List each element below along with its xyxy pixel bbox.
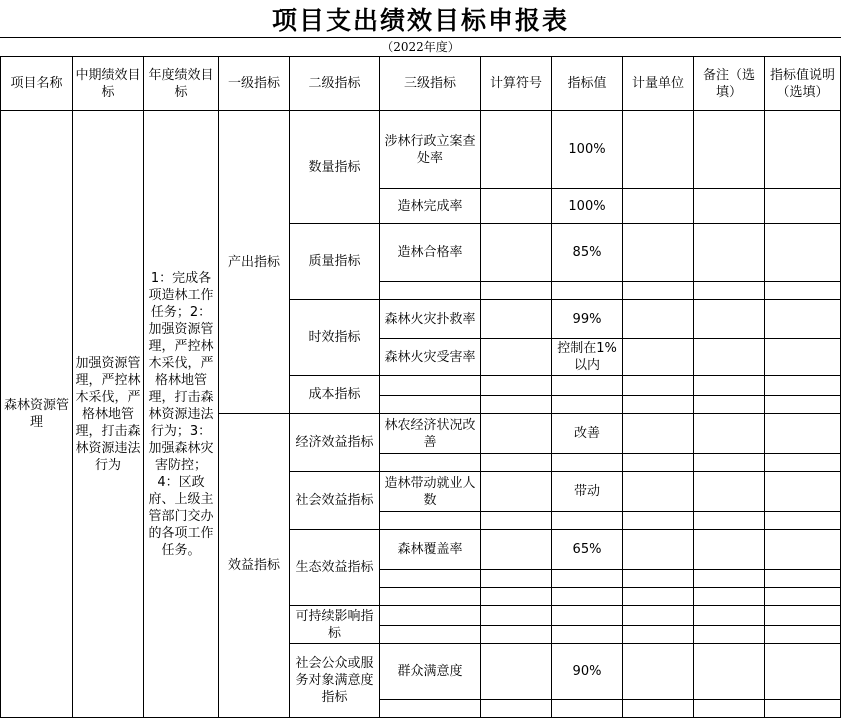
target-value-cell	[552, 570, 623, 588]
target-note-cell	[765, 189, 841, 224]
target-value-cell: 改善	[552, 414, 623, 454]
unit-cell	[623, 570, 694, 588]
target-note-cell	[765, 111, 841, 189]
level2-cost: 成本指标	[290, 376, 380, 414]
calc-symbol-cell	[481, 282, 552, 300]
indicator-name: 森林火灾扑救率	[380, 300, 481, 339]
unit-cell	[623, 454, 694, 472]
remark-cell	[694, 472, 765, 512]
indicator-name	[380, 626, 481, 644]
indicator-name	[380, 376, 481, 396]
target-value-cell	[552, 512, 623, 530]
indicator-name: 森林火灾受害率	[380, 339, 481, 376]
calc-symbol-cell	[481, 588, 552, 606]
target-value-cell	[552, 282, 623, 300]
level1-output: 产出指标	[219, 111, 290, 414]
header-row	[1, 57, 841, 111]
level1-benefit: 效益指标	[219, 414, 290, 718]
target-value-cell	[552, 606, 623, 626]
remark-cell	[694, 414, 765, 454]
indicator-name: 涉林行政立案查处率	[380, 111, 481, 189]
target-value-cell	[552, 626, 623, 644]
remark-cell	[694, 530, 765, 570]
indicator-name	[380, 570, 481, 588]
calc-symbol-cell	[481, 376, 552, 396]
target-value-cell	[552, 396, 623, 414]
calc-symbol-cell	[481, 570, 552, 588]
calc-symbol-cell	[481, 414, 552, 454]
indicator-name	[380, 512, 481, 530]
target-value-cell: 控制在1%以内	[552, 339, 623, 376]
unit-cell	[623, 414, 694, 454]
target-note-cell	[765, 376, 841, 396]
remark-cell	[694, 606, 765, 626]
indicator-name	[380, 454, 481, 472]
remark-cell	[694, 626, 765, 644]
calc-symbol-cell	[481, 530, 552, 570]
indicator-name	[380, 282, 481, 300]
target-note-cell	[765, 626, 841, 644]
header-project-name: 项目名称	[1, 57, 73, 111]
target-note-cell	[765, 700, 841, 718]
indicator-name	[380, 588, 481, 606]
target-note-cell	[765, 224, 841, 282]
calc-symbol-cell	[481, 339, 552, 376]
unit-cell	[623, 396, 694, 414]
remark-cell	[694, 189, 765, 224]
calc-symbol-cell	[481, 626, 552, 644]
unit-cell	[623, 606, 694, 626]
calc-symbol-cell	[481, 606, 552, 626]
target-value-cell: 85%	[552, 224, 623, 282]
remark-cell	[694, 644, 765, 700]
calc-symbol-cell	[481, 300, 552, 339]
calc-symbol-cell	[481, 396, 552, 414]
header-target-note: 指标值说明（选填）	[765, 57, 841, 111]
remark-cell	[694, 339, 765, 376]
target-value-cell: 带动	[552, 472, 623, 512]
remark-cell	[694, 588, 765, 606]
calc-symbol-cell	[481, 644, 552, 700]
remark-cell	[694, 224, 765, 282]
level2-quality: 质量指标	[290, 224, 380, 300]
level2-quantity: 数量指标	[290, 111, 380, 224]
annual-goal-cell	[144, 111, 219, 718]
calc-symbol-cell	[481, 189, 552, 224]
target-note-cell	[765, 454, 841, 472]
annual-goal-text: 1：完成各项造林工作任务；2：加强资源管理，严控林木采伐，严格林地管理，打击森林资源违法行为；3：加强森林灾害防控；4：区政府、上级主管部门交办的各项工作任务。	[148, 270, 214, 558]
calc-symbol-cell	[481, 512, 552, 530]
unit-cell	[623, 512, 694, 530]
target-note-cell	[765, 300, 841, 339]
mid-term-goal-cell: 加强资源管理，严控林木采伐，严格林地管理，打击森林资源违法行为	[73, 111, 144, 718]
indicator-name	[380, 700, 481, 718]
target-note-cell	[765, 472, 841, 512]
unit-cell	[623, 588, 694, 606]
remark-cell	[694, 111, 765, 189]
target-value-cell: 100%	[552, 189, 623, 224]
remark-cell	[694, 376, 765, 396]
target-value-cell	[552, 376, 623, 396]
unit-cell	[623, 644, 694, 700]
performance-target-table	[0, 56, 841, 718]
level2-sustainable: 可持续影响指标	[290, 606, 380, 644]
level2-timeliness: 时效指标	[290, 300, 380, 376]
unit-cell	[623, 626, 694, 644]
target-note-cell	[765, 512, 841, 530]
target-value-cell	[552, 588, 623, 606]
target-value-cell	[552, 700, 623, 718]
calc-symbol-cell	[481, 700, 552, 718]
remark-cell	[694, 300, 765, 339]
indicator-name: 林农经济状况改善	[380, 414, 481, 454]
unit-cell	[623, 300, 694, 339]
remark-cell	[694, 282, 765, 300]
target-note-cell	[765, 588, 841, 606]
unit-cell	[623, 224, 694, 282]
remark-cell	[694, 512, 765, 530]
unit-cell	[623, 282, 694, 300]
indicator-name	[380, 396, 481, 414]
unit-cell	[623, 376, 694, 396]
indicator-name: 群众满意度	[380, 644, 481, 700]
calc-symbol-cell	[481, 224, 552, 282]
remark-cell	[694, 570, 765, 588]
indicator-name: 森林覆盖率	[380, 530, 481, 570]
header-level1: 一级指标	[219, 57, 290, 111]
level2-satisfaction: 社会公众或服务对象满意度指标	[290, 644, 380, 718]
target-note-cell	[765, 570, 841, 588]
target-value-cell: 90%	[552, 644, 623, 700]
target-value-cell	[552, 454, 623, 472]
target-note-cell	[765, 396, 841, 414]
indicator-name: 造林完成率	[380, 189, 481, 224]
target-note-cell	[765, 414, 841, 454]
document-subtitle: （2022年度）	[381, 40, 460, 54]
header-unit: 计量单位	[623, 57, 694, 111]
table-row	[1, 111, 841, 189]
indicator-name: 造林合格率	[380, 224, 481, 282]
calc-symbol-cell	[481, 454, 552, 472]
unit-cell	[623, 339, 694, 376]
unit-cell	[623, 189, 694, 224]
indicator-name	[380, 606, 481, 626]
level2-economic: 经济效益指标	[290, 414, 380, 472]
target-note-cell	[765, 606, 841, 626]
level2-social: 社会效益指标	[290, 472, 380, 530]
header-annual-goal: 年度绩效目标	[144, 57, 219, 111]
project-name-cell: 森林资源管理	[1, 111, 73, 718]
header-mid-term-goal: 中期绩效目标	[73, 57, 144, 111]
header-level3: 三级指标	[380, 57, 481, 111]
target-note-cell	[765, 644, 841, 700]
target-note-cell	[765, 530, 841, 570]
target-note-cell	[765, 282, 841, 300]
indicator-name: 造林带动就业人数	[380, 472, 481, 512]
target-value-cell: 99%	[552, 300, 623, 339]
header-remark: 备注（选填）	[694, 57, 765, 111]
remark-cell	[694, 454, 765, 472]
header-level2: 二级指标	[290, 57, 380, 111]
remark-cell	[694, 396, 765, 414]
calc-symbol-cell	[481, 111, 552, 189]
header-calc-symbol: 计算符号	[481, 57, 552, 111]
target-value-cell: 100%	[552, 111, 623, 189]
calc-symbol-cell	[481, 472, 552, 512]
level2-ecological: 生态效益指标	[290, 530, 380, 606]
unit-cell	[623, 700, 694, 718]
unit-cell	[623, 530, 694, 570]
target-note-cell	[765, 339, 841, 376]
header-target-value: 指标值	[552, 57, 623, 111]
remark-cell	[694, 700, 765, 718]
unit-cell	[623, 111, 694, 189]
unit-cell	[623, 472, 694, 512]
target-value-cell: 65%	[552, 530, 623, 570]
document-title: 项目支出绩效目标申报表	[271, 5, 569, 35]
